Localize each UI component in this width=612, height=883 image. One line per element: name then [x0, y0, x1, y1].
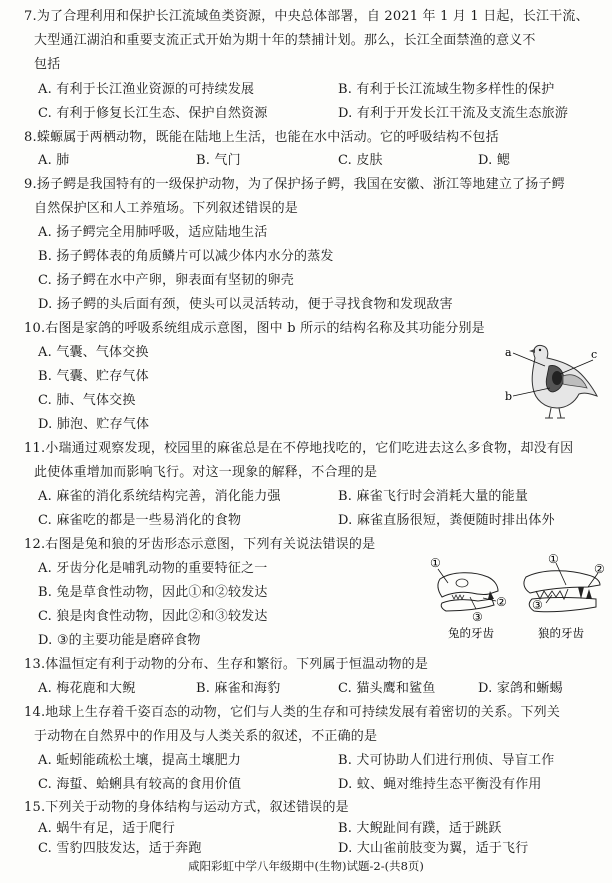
pigeon-label-b: b [505, 390, 513, 403]
q7-line-2: 大型通江湖泊和重要支流正式开始为期十年的禁捕计划。那么，长江全面禁渔的意义不 [34, 33, 536, 48]
q7-option-d: D. 有利于开发长江干流及支流生态旅游 [338, 106, 569, 121]
q7-line-1: 7.为了合理利用和保护长江流域鱼类资源，中央总体部署，自 2021 年 1 月 1 日起，长江干流、 [24, 9, 589, 24]
q9-line-1: 9.扬子鳄是我国特有的一级保护动物，为了保护扬子鳄，我国在安徽、浙江等地建立了扬子鳄 [24, 177, 565, 192]
q12-line-1: 12.右图是兔和狼的牙齿形态示意图，下列有关说法错误的是 [24, 537, 376, 552]
q15-option-c: C. 雪豹四肢发达，适于奔跑 [38, 841, 202, 856]
wolf-mark-1: ① [548, 553, 559, 566]
q12-option-d: D. ③的主要功能是磨碎食物 [38, 633, 201, 648]
q11-option-a: A. 麻雀的消化系统结构完善，消化能力强 [38, 489, 281, 504]
q7-option-a: A. 有利于长江渔业资源的可持续发展 [38, 82, 255, 97]
q8-option-c: C. 皮肤 [338, 153, 383, 168]
rabbit-skull [438, 569, 498, 611]
q7-option-c: C. 有利于修复长江生态、保护自然资源 [38, 106, 268, 121]
q7-line-3: 包括 [34, 57, 61, 72]
q9-option-d: D. 扬子鳄的头后面有颈，使头可以灵活转动，便于寻找食物和发现敌害 [38, 297, 453, 312]
q7-option-b: B. 有利于长江流域生物多样性的保护 [338, 82, 555, 97]
q14-option-c: C. 海蜇、蛤蜊具有较高的食用价值 [38, 777, 242, 792]
pigeon-label-a: a [505, 346, 512, 359]
q14-option-d: D. 蚊、蝇对维持生态平衡没有作用 [338, 777, 542, 792]
q10-line-1: 10.右图是家鸽的呼吸系统组成示意图，图中 b 所示的结构名称及其功能分别是 [24, 321, 485, 336]
page-footer: 咸阳彩虹中学八年级期中(生物)试题-2-(共8页) [188, 859, 424, 873]
teeth-figure [428, 553, 606, 641]
rabbit-mark-1: ① [430, 556, 441, 570]
q13-option-a: A. 梅花鹿和大鲵 [38, 681, 136, 696]
q9-option-a: A. 扬子鳄完全用肺呼吸，适应陆地生活 [38, 225, 268, 240]
q8-option-a: A. 肺 [38, 153, 70, 168]
q15-option-b: B. 大鲵趾间有蹼，适于跳跃 [338, 821, 502, 836]
pigeon-label-c: c [591, 348, 598, 361]
q11-line-2: 此使体重增加而影响飞行。对这一现象的解释，不合理的是 [34, 465, 378, 480]
q9-line-2: 自然保护区和人工养殖场。下列叙述错误的是 [34, 201, 299, 216]
wolf-mark-2: ② [594, 562, 605, 576]
q14-option-b: B. 犬可协助人们进行刑侦、导盲工作 [338, 753, 555, 768]
q14-option-a: A. 蚯蚓能疏松土壤，提高土壤肥力 [38, 753, 242, 768]
rabbit-mark-3: ③ [472, 610, 483, 624]
q9-option-c: C. 扬子鳄在水中产卵，卵表面有坚韧的卵壳 [38, 273, 294, 288]
q10-option-a: A. 气囊、气体交换 [38, 345, 149, 360]
wolf-mark-3: ③ [532, 598, 543, 612]
q10-option-c: C. 肺、气体交换 [38, 393, 136, 408]
q11-line-1: 11.小瑞通过观察发现，校园里的麻雀总是在不停地找吃的，它们吃进去这么多食物，却没有因 [24, 441, 574, 456]
q13-option-c: C. 猫头鹰和鲨鱼 [338, 681, 436, 696]
rabbit-teeth-caption: 兔的牙齿 [448, 626, 494, 640]
q12-option-a: A. 牙齿分化是哺乳动物的重要特征之一 [38, 561, 268, 576]
pigeon-respiratory-figure [505, 336, 600, 420]
q11-option-c: C. 麻雀吃的都是一些易消化的食物 [38, 513, 242, 528]
q10-option-d: D. 肺泡、贮存气体 [38, 417, 150, 432]
q13-option-d: D. 家鸽和蜥蜴 [478, 681, 563, 696]
q8-option-d: D. 鳃 [478, 153, 511, 168]
q11-option-b: B. 麻雀飞行时会消耗大量的能量 [338, 489, 529, 504]
q8-line-1: 8.蝾螈属于两栖动物，既能在陆地上生活，也能在水中活动。它的呼吸结构不包括 [24, 130, 499, 145]
q13-line-1: 13.体温恒定有利于动物的分布、生存和繁衍。下列属于恒温动物的是 [24, 657, 429, 672]
q14-line-1: 14.地球上生存着千姿百态的动物，它们与人类的生存和可持续发展有着密切的关系。下列关 [24, 705, 561, 720]
q12-option-b: B. 兔是草食性动物，因此①和②较发达 [38, 585, 268, 600]
q12-option-c: C. 狼是肉食性动物，因此②和③较发达 [38, 609, 268, 624]
q15-option-a: A. 蜗牛有足，适于爬行 [38, 821, 176, 836]
q15-line-1: 15.下列关于动物的身体结构与运动方式，叙述错误的是 [24, 800, 349, 815]
q11-option-d: D. 麻雀直肠很短，粪便随时排出体外 [338, 513, 555, 528]
rabbit-mark-2: ② [496, 595, 507, 609]
q9-option-b: B. 扬子鳄体表的角质鳞片可以减少体内水分的蒸发 [38, 249, 334, 264]
wolf-teeth-caption: 狼的牙齿 [538, 626, 584, 640]
q15-option-d: D. 大山雀前肢变为翼，适于飞行 [338, 841, 529, 856]
q10-option-b: B. 气囊、贮存气体 [38, 369, 149, 384]
q8-option-b: B. 气门 [196, 153, 241, 168]
q14-line-2: 于动物在自然界中的作用及与人类关系的叙述，不正确的是 [34, 729, 378, 744]
q13-option-b: B. 麻雀和海豹 [196, 681, 281, 696]
